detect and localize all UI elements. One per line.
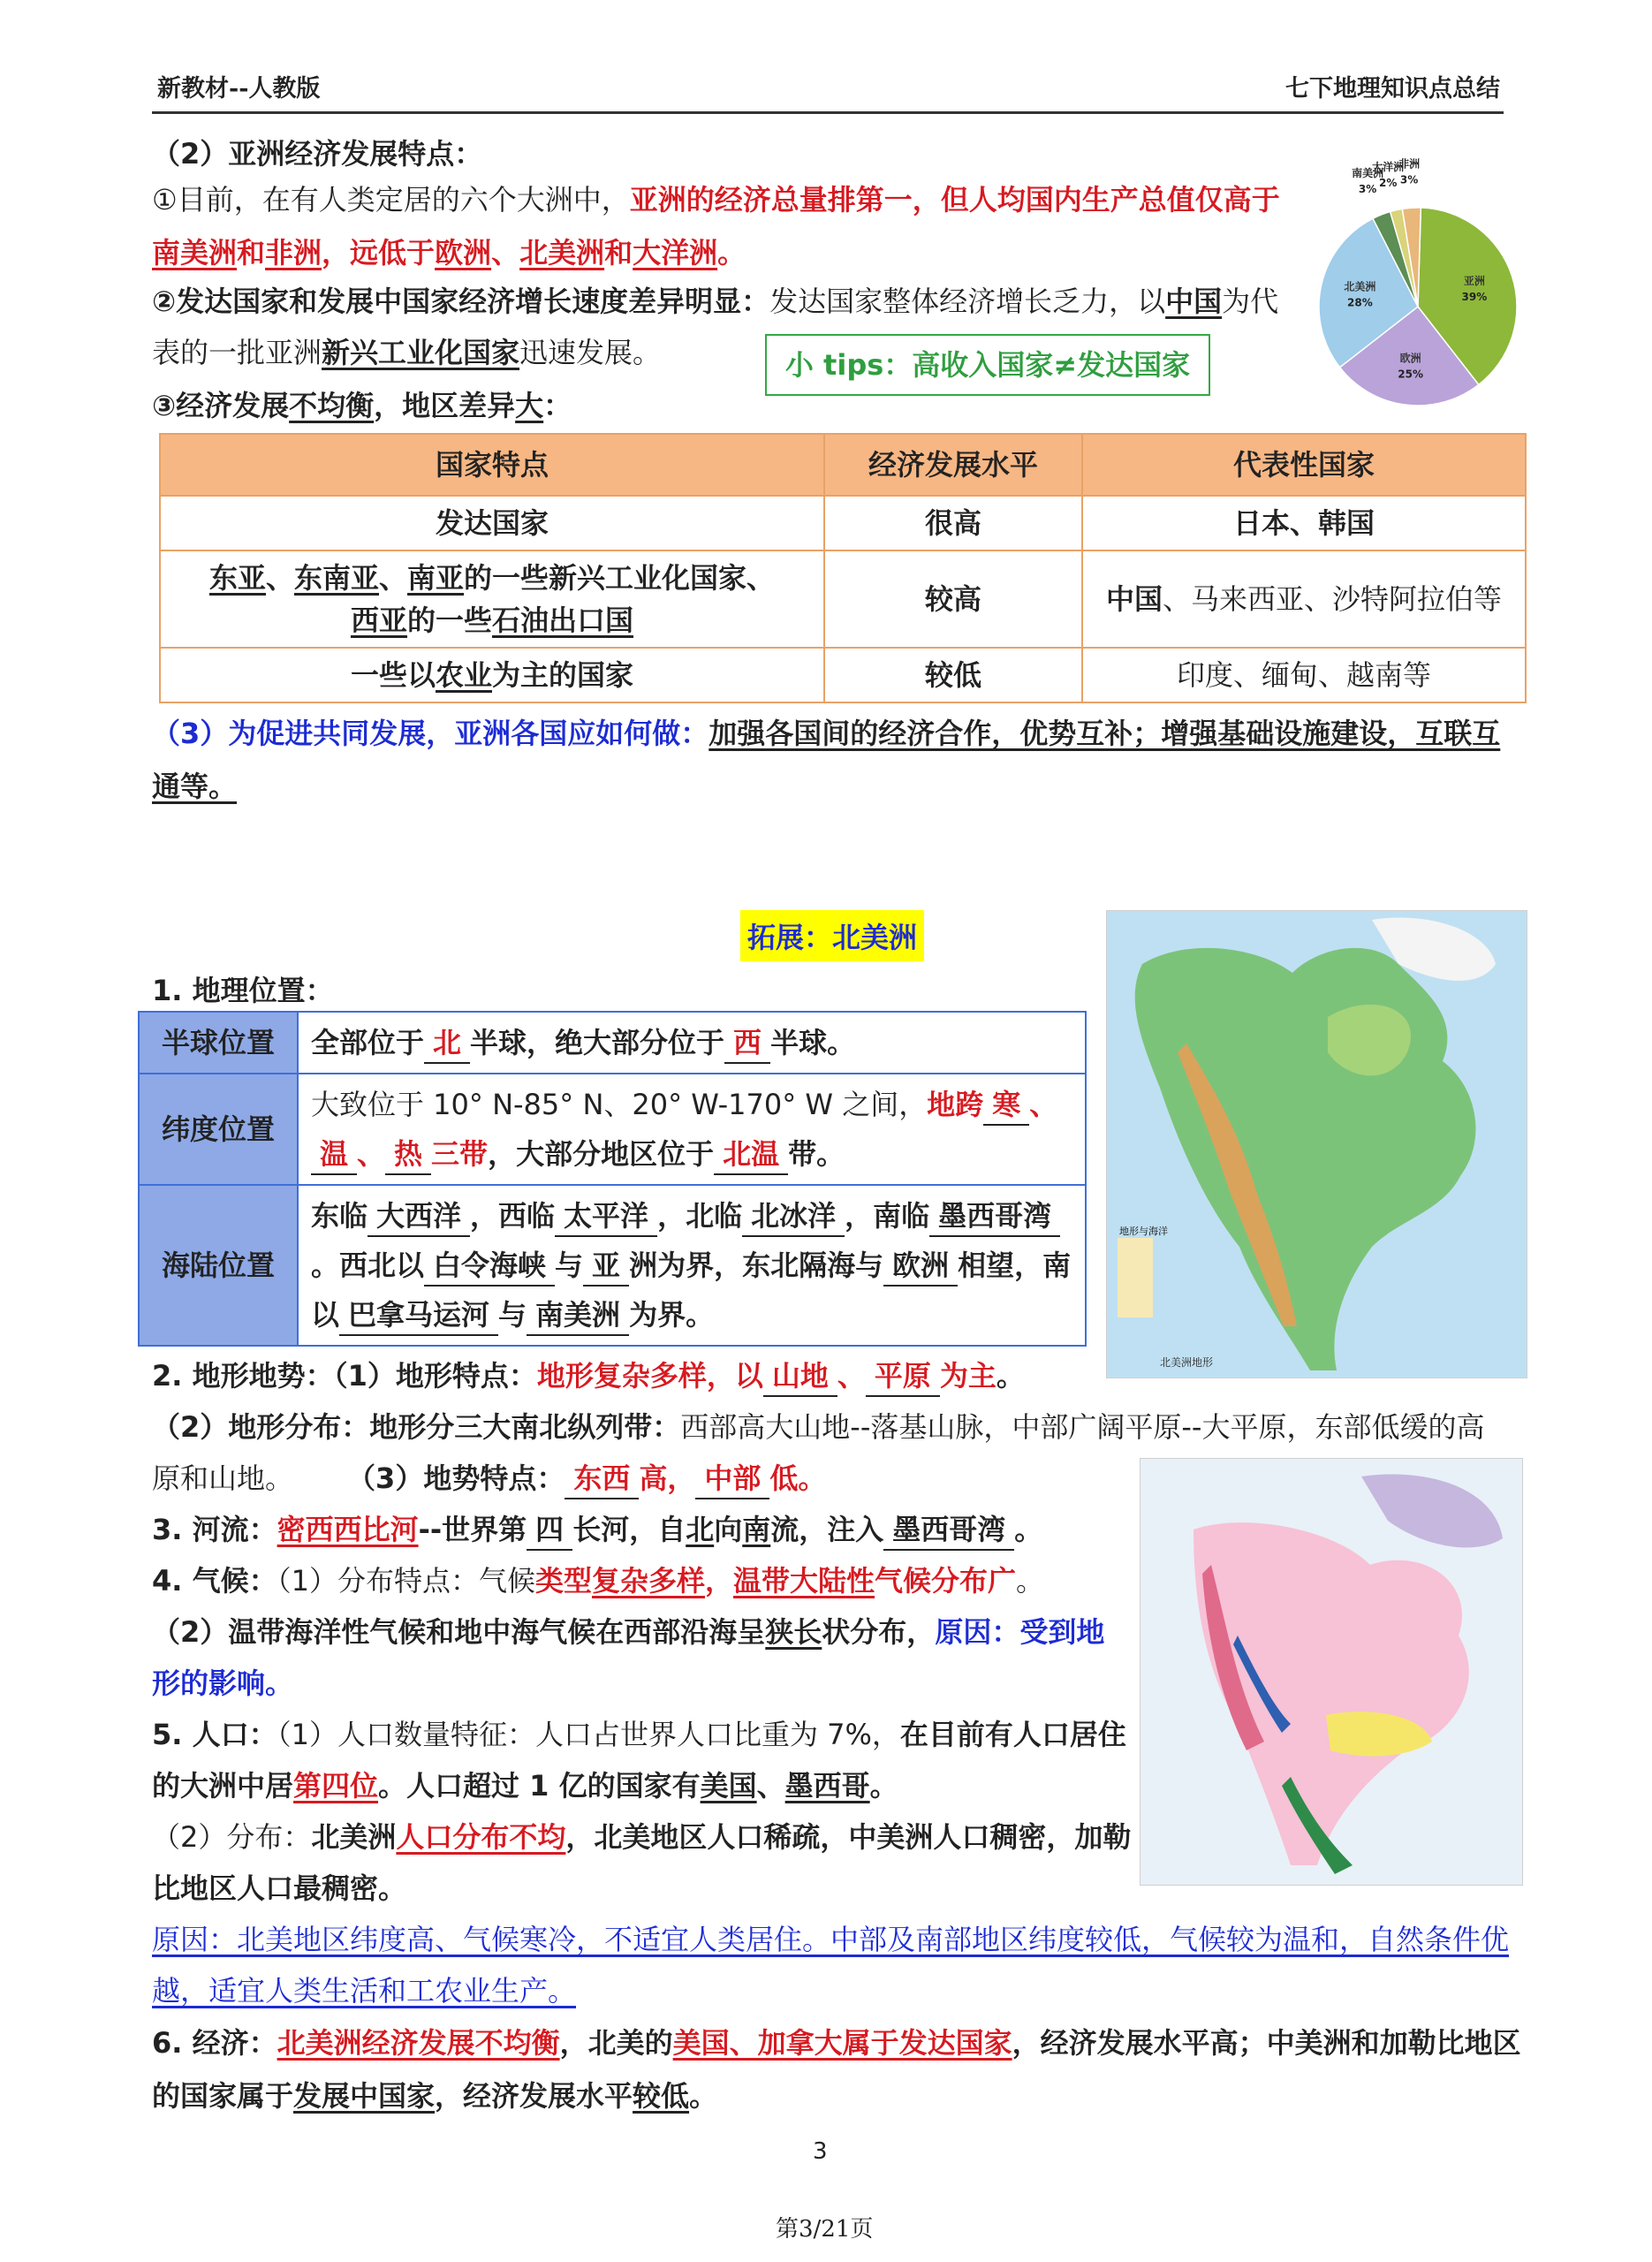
- na-s1: 1. 地理位置：: [152, 974, 334, 1007]
- asia-p3: ③经济发展不均衡，地区差异大：: [152, 389, 572, 422]
- economy-table-header: [160, 434, 1526, 496]
- table-row: [160, 550, 1526, 648]
- header-cell: 经济发展水平: [824, 434, 1082, 496]
- north-america-climate-map: [1140, 1458, 1523, 1886]
- pie-value-label: 25%: [1398, 368, 1424, 381]
- pie-label: 大洋洲: [1372, 160, 1405, 173]
- asia-title: （2）亚洲经济发展特点：: [152, 137, 483, 171]
- header-left: 新教材--人教版: [157, 75, 321, 102]
- asia-p4: （3）为促进共同发展，亚洲各国应如何做：加强各国间的经济合作，优势互补；增强基础设施建设，互联互通等。: [152, 717, 1501, 803]
- na-s3: 3. 河流：密西西比河--世界第 四 长河，自北向南流，注入 墨西哥湾 。: [152, 1504, 1133, 1555]
- na-s5: 5. 人口：（1）人口数量特征：人口占世界人口比重为 7%，在目前有人口居住的大洲中居第四位。人口超过 1 亿的国家有美国、墨西哥。: [152, 1718, 1126, 1803]
- asia-p2: ②发达国家和发展中国家经济增长速度差异明显：发达国家整体经济增长乏力，以中国为代表的一批亚洲新兴工业化国家迅速发展。: [152, 285, 1279, 369]
- page-number: 3: [813, 2138, 828, 2165]
- table-cell: 日本、韩国: [1082, 496, 1526, 550]
- table-row: [139, 1185, 1086, 1346]
- table-cell: 中国、马来西亚、沙特阿拉伯等: [1082, 550, 1526, 648]
- table-row: [160, 496, 1526, 550]
- table-cell: 印度、缅甸、越南等: [1082, 648, 1526, 702]
- pie-value-label: 28%: [1347, 296, 1373, 309]
- table-cell: 全部位于 北 半球，绝大部分位于 西 半球。: [298, 1012, 1086, 1074]
- table-row: [139, 1012, 1086, 1074]
- table-cell: 较低: [824, 648, 1082, 702]
- header-cell: 国家特点: [160, 434, 824, 496]
- header-rule: [152, 111, 1504, 114]
- table-cell: 海陆位置: [139, 1185, 298, 1346]
- na-s4b: （2）温带海洋性气候和地中海气候在西部沿海呈狭长状分布，原因：受到地形的影响。: [152, 1615, 1105, 1700]
- pie-value-label: 3%: [1358, 182, 1377, 195]
- pie-label: 北美洲: [1344, 280, 1376, 293]
- asia-p1: ①目前，在有人类定居的六个大洲中，亚洲的经济总量排第一，但人均国内生产总值仅高于南美洲和非洲，远低于欧洲、北美洲和大洋洲。: [152, 183, 1280, 269]
- gdp-pie-chart: [1307, 117, 1528, 426]
- pie-label: 亚洲: [1463, 275, 1485, 288]
- table-cell: 一些以农业为主的国家: [160, 648, 824, 702]
- table-cell: 较高: [824, 550, 1082, 648]
- table-cell: 东临 大西洋 ，西临 太平洋 ，北临 北冰洋 ，南临 墨西哥湾。西北以 白令海峡 与 亚 洲为界，东北隔海与 欧洲 相望，南以 巴拿马运河 与 南美洲 为界。: [298, 1185, 1086, 1346]
- section-title: 拓展：北美洲: [740, 910, 924, 961]
- tips-box: 小 tips：高收入国家≠发达国家: [765, 334, 1210, 396]
- table-cell: 发达国家: [160, 496, 824, 550]
- pie-value-label: 39%: [1461, 291, 1488, 304]
- table-cell: 大致位于 10° N-85° N、20° W-170° W 之间，地跨 寒 、温 、 热 三带，大部分地区位于 北温 带。: [298, 1074, 1086, 1185]
- table-row: [160, 648, 1526, 702]
- table-cell: 东亚、东南亚、南亚的一些新兴工业化国家、 西亚的一些石油出口国: [160, 550, 824, 648]
- map-caption: 北美洲地形: [1160, 1356, 1214, 1369]
- na-s5c: 原因：北美地区纬度高、气候寒冷，不适宜人类居住。中部及南部地区纬度较低，气候较为温和，自然条件优越，适宜人类生活和工农业生产。: [152, 1923, 1510, 2008]
- pie-value-label: 3%: [1399, 173, 1419, 186]
- table-cell: 半球位置: [139, 1012, 298, 1074]
- map-legend-title: 地形与海洋: [1119, 1226, 1168, 1237]
- na-s6: 6. 经济：北美洲经济发展不均衡，北美的美国、加拿大属于发达国家，经济发展水平高；中美洲和加勒比地区的国家属于发展中国家，经济发展水平较低。: [152, 2026, 1521, 2113]
- economy-table: [159, 433, 1527, 703]
- terrain-map-drawing: [1107, 911, 1527, 1378]
- header-right: 七下地理知识点总结: [1285, 75, 1500, 102]
- na-s5b: （2）分布：北美洲人口分布不均，北美地区人口稀疏，中美洲人口稠密，加勒比地区人口最稠密。: [152, 1820, 1132, 1905]
- na-s2b: （2）地形分布：地形分三大南北纵列带：西部高大山地--落基山脉，中部广阔平原--大平原，东部低缓的高原和山地。 （3）地势特点： 东西 高， 中部 低。: [152, 1401, 1512, 1504]
- north-america-terrain-map: [1106, 910, 1527, 1378]
- pie-label: 非洲: [1398, 157, 1421, 171]
- na-s2: 2. 地形地势：（1）地形特点：地形复杂多样，以 山地 、 平原 为主。: [152, 1350, 1106, 1401]
- pie-label: 欧洲: [1399, 352, 1421, 365]
- pie-label: 南美洲: [1352, 166, 1384, 179]
- pie-value-label: 2%: [1379, 176, 1398, 189]
- table-cell: 很高: [824, 496, 1082, 550]
- climate-map-drawing: [1140, 1459, 1522, 1885]
- na-s4: 4. 气候：（1）分布特点：气候类型复杂多样，温带大陆性气候分布广。: [152, 1564, 1045, 1598]
- geo-location-table: [138, 1011, 1087, 1347]
- table-cell: 纬度位置: [139, 1074, 298, 1185]
- table-row: [139, 1074, 1086, 1185]
- header-cell: 代表性国家: [1082, 434, 1526, 496]
- page-footer: 第3/21页: [776, 2216, 874, 2243]
